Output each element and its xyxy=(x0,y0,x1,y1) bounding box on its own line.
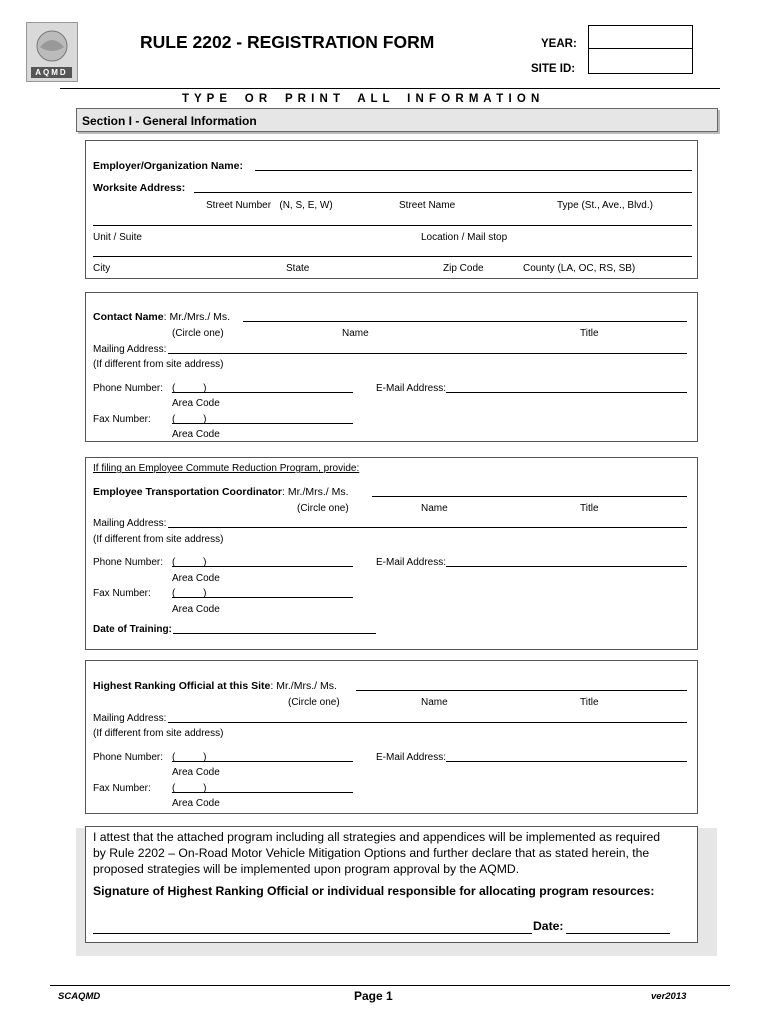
official-fax-label: Fax Number: xyxy=(93,783,151,794)
etc-name-caption: Name xyxy=(421,503,448,514)
etc-name-label-text: Employee Transportation Coordinator xyxy=(93,486,283,498)
etc-mailing-label: Mailing Address: xyxy=(93,518,167,529)
contact-phone-area: Area Code xyxy=(172,398,220,409)
etc-training-label: Date of Training: xyxy=(93,624,172,635)
address-line-2[interactable] xyxy=(93,225,692,226)
etc-phone-paren: ( ) xyxy=(172,557,207,568)
attest-line-1: I attest that the attached program including all strategies and appendices will be implemented as required xyxy=(93,830,661,844)
form-title: RULE 2202 - REGISTRATION FORM xyxy=(140,32,435,52)
worksite-input[interactable] xyxy=(194,192,692,193)
contact-email-input[interactable] xyxy=(446,392,687,393)
header-rule xyxy=(60,88,720,89)
footer-rule xyxy=(50,985,730,986)
contact-fax-area: Area Code xyxy=(172,429,220,440)
contact-fax-input[interactable] xyxy=(172,423,353,424)
section-1-title: Section I - General Information xyxy=(82,114,257,128)
footer-right: ver2013 xyxy=(651,991,687,1002)
worksite-label: Worksite Address: xyxy=(93,182,186,194)
aqmd-logo-emblem-icon xyxy=(27,25,77,69)
aqmd-logo-text: AQMD xyxy=(31,67,72,78)
contact-name-label-text: Contact Name xyxy=(93,311,164,323)
etc-training-input[interactable] xyxy=(173,633,376,634)
attest-line-3: proposed strategies will be implemented upon program approval by the AQMD. xyxy=(93,862,520,876)
etc-title-caption: Title xyxy=(580,503,599,514)
location-caption: Location / Mail stop xyxy=(421,232,508,243)
official-email-input[interactable] xyxy=(446,761,687,762)
year-label: YEAR: xyxy=(541,38,577,50)
etc-fax-input[interactable] xyxy=(172,597,353,598)
instruction-text: T Y P E O R P R I N T A L L I N F O R M A T I O N xyxy=(182,93,541,105)
official-phone-input[interactable] xyxy=(172,761,353,762)
site-id-label: SITE ID: xyxy=(531,63,576,75)
contact-name-caption: Name xyxy=(342,328,369,339)
signature-label: Signature of Highest Ranking Official or individual responsible for allocating program resources: xyxy=(93,884,655,898)
official-name-prefix: : Mr./Mrs./ Ms. xyxy=(270,680,337,692)
official-title-caption: Title xyxy=(580,697,599,708)
official-name-input[interactable] xyxy=(356,690,687,691)
signature-input[interactable] xyxy=(93,933,532,934)
contact-circle-caption: (Circle one) xyxy=(172,328,224,339)
official-fax-area: Area Code xyxy=(172,798,220,809)
employer-label: Employer/Organization Name: xyxy=(93,160,243,172)
etc-phone-area: Area Code xyxy=(172,573,220,584)
contact-phone-input[interactable] xyxy=(172,392,353,393)
official-name-caption: Name xyxy=(421,697,448,708)
etc-fax-paren: ( ) xyxy=(172,588,207,599)
footer-left: SCAQMD xyxy=(58,991,101,1002)
contact-mailing-label: Mailing Address: xyxy=(93,344,167,355)
footer-page: Page 1 xyxy=(354,989,393,1003)
official-mailing-label: Mailing Address: xyxy=(93,713,167,724)
contact-if-diff: (If different from site address) xyxy=(93,359,224,370)
city-caption: City xyxy=(93,263,111,274)
etc-fax-area: Area Code xyxy=(172,604,220,615)
official-phone-label: Phone Number: xyxy=(93,752,164,763)
official-fax-input[interactable] xyxy=(172,792,353,793)
zip-caption: Zip Code xyxy=(443,263,484,274)
county-caption: County (LA, OC, RS, SB) xyxy=(523,263,636,274)
contact-mailing-input[interactable] xyxy=(168,353,687,354)
etc-phone-label: Phone Number: xyxy=(93,557,164,568)
official-circle-caption: (Circle one) xyxy=(288,697,340,708)
contact-email-label: E-Mail Address: xyxy=(376,383,447,394)
etc-email-input[interactable] xyxy=(446,566,687,567)
etc-name-prefix: : Mr./Mrs./ Ms. xyxy=(282,486,349,498)
state-caption: State xyxy=(286,263,310,274)
etc-name-label xyxy=(93,486,349,498)
section-1-bar xyxy=(76,108,718,132)
attest-line-2: by Rule 2202 – On-Road Motor Vehicle Mitigation Options and further declare that as stated herein, the xyxy=(93,846,650,860)
etc-name-input[interactable] xyxy=(372,496,687,497)
address-line-3[interactable] xyxy=(93,256,692,257)
official-name-label-text: Highest Ranking Official at this Site xyxy=(93,680,271,692)
official-if-diff: (If different from site address) xyxy=(93,728,224,739)
street-number-caption: Street Number (N, S, E, W) xyxy=(206,200,333,211)
contact-name-label xyxy=(93,311,230,323)
date-label: Date: xyxy=(533,919,564,933)
year-field[interactable] xyxy=(588,25,693,49)
official-name-label xyxy=(93,680,337,692)
etc-mailing-input[interactable] xyxy=(168,527,687,528)
official-email-label: E-Mail Address: xyxy=(376,752,447,763)
street-type-caption: Type (St., Ave., Blvd.) xyxy=(557,200,653,211)
street-name-caption: Street Name xyxy=(399,200,456,211)
employer-input[interactable] xyxy=(255,170,692,171)
etc-phone-input[interactable] xyxy=(172,566,353,567)
official-fax-paren: ( ) xyxy=(172,783,207,794)
contact-fax-paren: ( ) xyxy=(172,414,207,425)
contact-title-caption: Title xyxy=(580,328,599,339)
official-phone-area: Area Code xyxy=(172,767,220,778)
etc-fax-label: Fax Number: xyxy=(93,588,151,599)
unit-caption: Unit / Suite xyxy=(93,232,142,243)
contact-name-input[interactable] xyxy=(243,321,687,322)
official-phone-paren: ( ) xyxy=(172,752,207,763)
etc-email-label: E-Mail Address: xyxy=(376,557,447,568)
aqmd-logo xyxy=(26,22,78,82)
etc-circle-caption: (Circle one) xyxy=(297,503,349,514)
etc-if-diff: (If different from site address) xyxy=(93,534,224,545)
contact-phone-paren: ( ) xyxy=(172,383,207,394)
official-mailing-input[interactable] xyxy=(168,722,687,723)
contact-phone-label: Phone Number: xyxy=(93,383,164,394)
contact-fax-label: Fax Number: xyxy=(93,414,151,425)
site-id-field[interactable] xyxy=(588,48,693,74)
contact-name-prefix: : Mr./Mrs./ Ms. xyxy=(163,311,231,323)
etc-note: If filing an Employee Commute Reduction Program, provide: xyxy=(93,463,360,474)
date-input[interactable] xyxy=(566,933,670,934)
